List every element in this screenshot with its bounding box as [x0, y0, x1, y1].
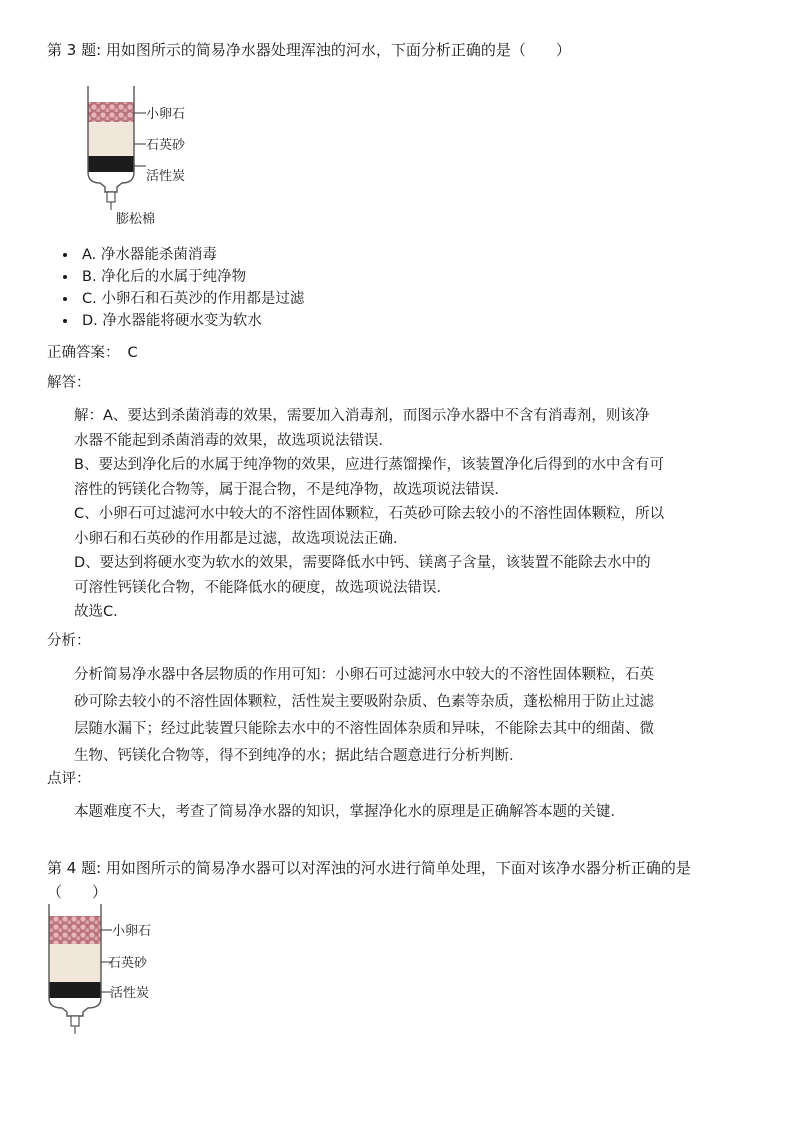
- question-4-title-line: 第 4 题: 用如图所示的简易净水器可以对浑浊的河水进行简单处理，下面对该净水器分析正确的是: [47, 859, 691, 877]
- correct-answer-value: C: [127, 345, 138, 361]
- nozzle: [107, 192, 115, 202]
- solution-line: 解：A、要达到杀菌消毒的效果，需要加入消毒剂，而图示净水器中不含有消毒剂，则该净: [74, 408, 650, 424]
- label-sand: 石英砂: [108, 956, 148, 971]
- label-sand: 石英砂: [146, 138, 186, 153]
- solution-label: 解答：: [47, 375, 91, 391]
- comment-label: 点评：: [47, 771, 91, 787]
- nozzle: [71, 1016, 79, 1026]
- solution-line: 可溶性钙镁化合物，不能降低水的硬度，故选项说法错误．: [74, 579, 451, 596]
- carbon-layer: [49, 982, 101, 998]
- comment-text: [74, 800, 734, 825]
- answer-options: [60, 244, 304, 332]
- label-cotton: 膨松棉: [116, 212, 156, 227]
- option-a: • A. 净水器能杀菌消毒: [78, 244, 304, 266]
- question-4-title: [47, 856, 747, 904]
- pebble-layer: [88, 102, 134, 122]
- solution-line: 溶性的钙镁化合物等，属于混合物，不是纯净物，故选项说法错误．: [74, 481, 509, 498]
- label-carbon: 活性炭: [146, 169, 186, 184]
- comment-line: 本题难度不大，考查了简易净水器的知识，掌握净化水的原理是正确解答本题的关键．: [74, 804, 625, 820]
- sand-layer: [88, 122, 134, 156]
- pebble-layer: [49, 916, 101, 944]
- question-3-title: 第 3 题: 用如图所示的简易净水器处理浑浊的河水，下面分析正确的是（ ）: [47, 41, 571, 59]
- solution-text: [74, 404, 734, 625]
- correct-answer-label: 正确答案：: [47, 345, 120, 361]
- analysis-line: 分析简易净水器中各层物质的作用可知：小卵石可过滤河水中较大的不溶性固体颗粒，石英: [74, 667, 654, 683]
- analysis-text: [74, 662, 734, 770]
- solution-line: C、小卵石可过滤河水中较大的不溶性固体颗粒，石英砂可除去较小的不溶性固体颗粒，所以: [74, 506, 665, 522]
- solution-line: 小卵石和石英砂的作用都是过滤，故选项说法正确．: [74, 530, 408, 547]
- option-c: • C. 小卵石和石英沙的作用都是过滤: [78, 288, 304, 310]
- correct-answer: [47, 342, 138, 364]
- analysis-line: 砂可除去较小的不溶性固体颗粒，活性炭主要吸附杂质、色素等杂质，蓬松棉用于防止过滤: [74, 694, 654, 710]
- solution-line: B、要达到净化后的水属于纯净物的效果，应进行蒸馏操作，该装置净化后得到的水中含有可: [74, 457, 664, 473]
- water-filter-figure-q3: [82, 80, 222, 230]
- analysis-line: 生物、钙镁化合物等，得不到纯净的水；据此结合题意进行分析判断．: [74, 748, 524, 764]
- analysis-line: 层随水漏下；经过此装置只能除去水中的不溶性固体杂质和异味，不能除去其中的细菌、微: [74, 721, 654, 737]
- solution-line: D、要达到将硬水变为软水的效果，需要降低水中钙、镁离子含量，该装置不能除去水中的: [74, 555, 651, 571]
- water-filter-figure-q4: [44, 900, 194, 1040]
- carbon-layer: [88, 156, 134, 172]
- solution-line: 故选C．: [74, 604, 128, 620]
- option-b: • B. 净化后的水属于纯净物: [78, 266, 304, 288]
- analysis-label: 分析：: [47, 633, 91, 649]
- label-carbon: 活性炭: [110, 986, 150, 1001]
- label-pebble: 小卵石: [112, 924, 152, 939]
- option-d: • D. 净水器能将硬水变为软水: [78, 310, 304, 332]
- question-4-title-line: （ ）: [47, 883, 108, 901]
- label-pebble: 小卵石: [146, 107, 186, 122]
- sand-layer: [49, 944, 101, 982]
- solution-line: 水器不能起到杀菌消毒的效果，故选项说法错误．: [74, 432, 393, 449]
